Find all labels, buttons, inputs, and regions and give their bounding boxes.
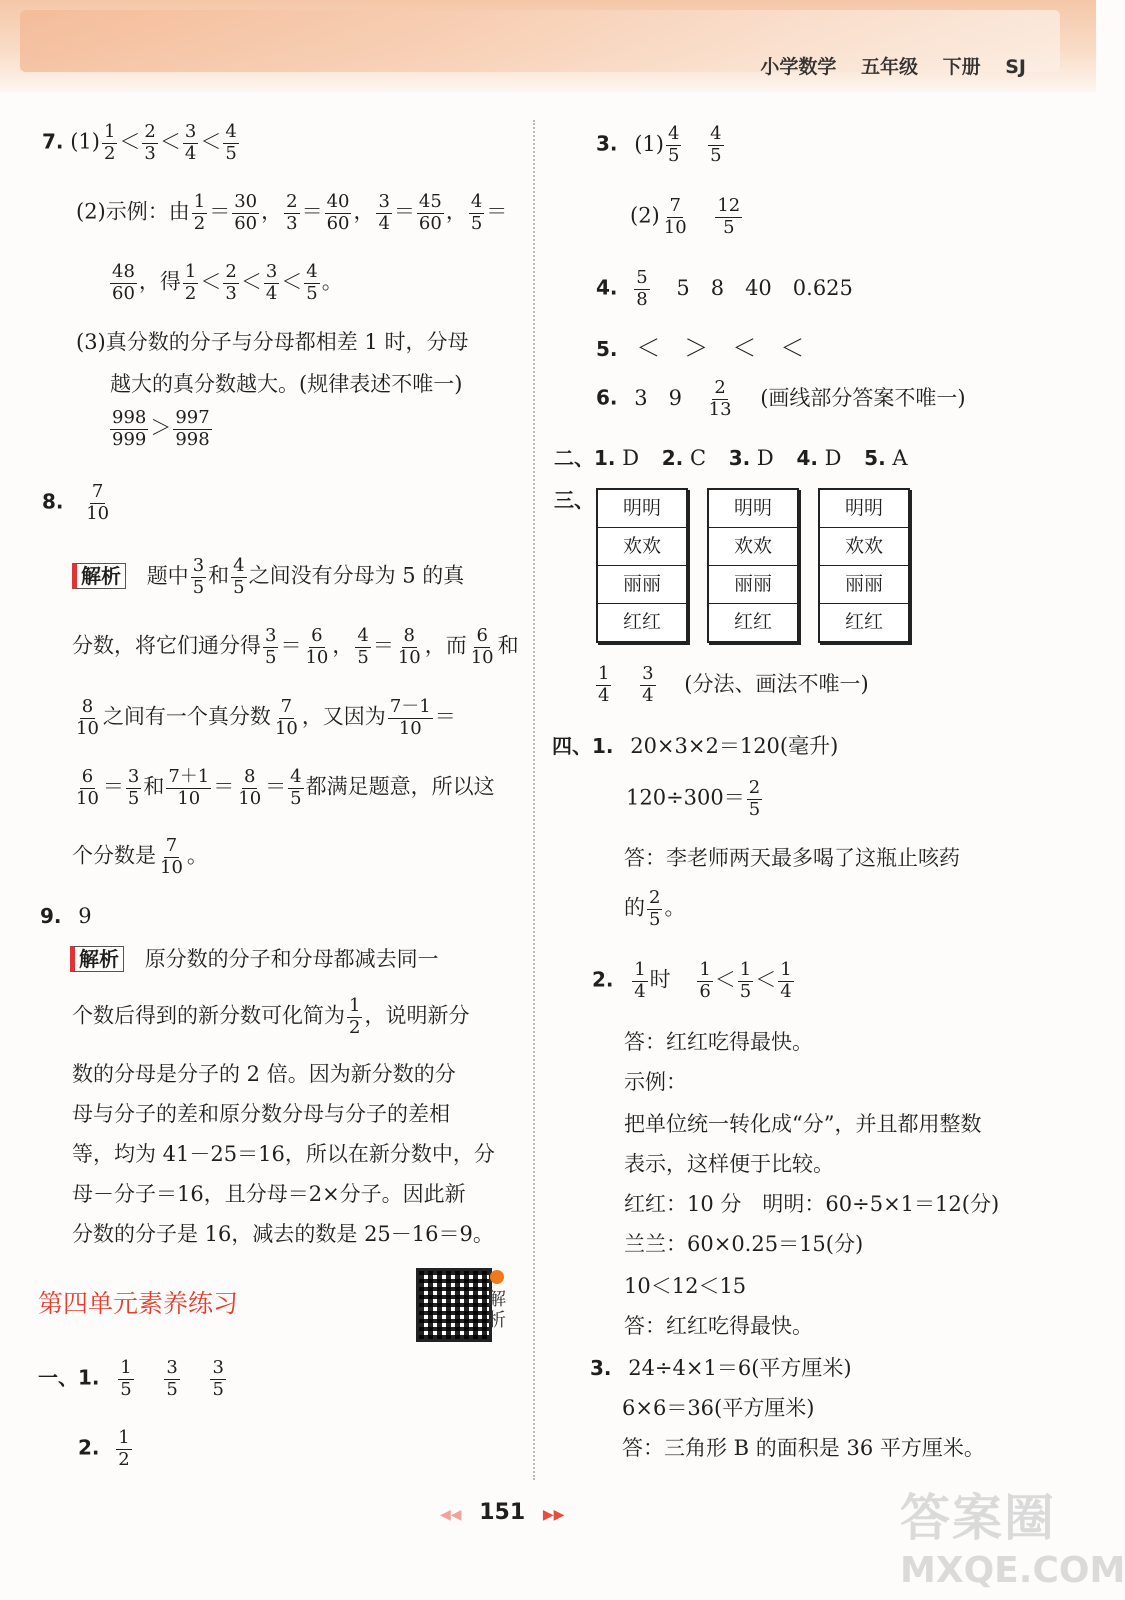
r-sec4-example-label: 示例： <box>624 1070 687 1094</box>
header-edition: SJ <box>1005 56 1026 78</box>
r-sec4-example-line5: 10＜12＜15 <box>624 1274 747 1298</box>
watermark <box>900 1478 1125 1591</box>
q8-explanation-line4: $\frac{6}{10}$ ＝ $\frac{3}{5}$ 和 $\frac{7+1}{10}$ ＝ $\frac{8}{10}$ ＝ $\frac{4}{5}$ 都满足题意，所以这 <box>76 766 495 809</box>
page-number: 151 <box>479 1500 526 1525</box>
page-header <box>742 52 1026 79</box>
watermark-bottom: MXQE.COM <box>900 1550 1125 1591</box>
name-cell: 明明 <box>598 490 686 528</box>
r-sec4-q3-line3: 答：三角形 B 的面积是 36 平方厘米。 <box>622 1436 985 1460</box>
q8-explanation-line5: 个分数是 $\frac{7}{10}$ 。 <box>72 835 208 878</box>
r-sec4-q3-line1: 3. 24÷4×1＝6(平方厘米) <box>590 1356 852 1380</box>
r-sec4-q3-line2: 6×6＝36(平方厘米) <box>622 1396 815 1420</box>
name-cell: 欢欢 <box>709 528 797 566</box>
q9-explanation-line1: 解析 原分数的分子和分母都减去同一 <box>70 946 439 972</box>
name-cell: 丽丽 <box>709 566 797 604</box>
r-sec4-example-line2: 表示，这样便于比较。 <box>624 1152 834 1176</box>
column-divider <box>533 120 535 1480</box>
r-q4: 4. $\frac{5}{8}$ 5 8 40 0.625 <box>596 267 853 310</box>
r-sec3-answer: $\frac{1}{4}$ $\frac{3}{4}$ (分法、画法不唯一) <box>598 663 869 706</box>
name-box-1 <box>596 488 688 643</box>
name-cell: 欢欢 <box>598 528 686 566</box>
unit-title: 第四单元素养练习 <box>38 1289 239 1318</box>
header-subject: 小学数学 <box>760 56 837 78</box>
q8: 8. $\frac{7}{10}$ <box>42 481 110 524</box>
name-cell: 红红 <box>844 611 883 633</box>
r-sec4-q1-line2: 120÷300＝ $\frac{2}{5}$ <box>626 777 761 820</box>
q7-part1: 7. (1) $\frac{1}{2}$ ＜ $\frac{2}{3}$ ＜ $\frac{3}{4}$ ＜ $\frac{4}{5}$ <box>42 121 237 164</box>
header-grade: 五年级 <box>860 56 918 78</box>
name-cell: 欢欢 <box>820 528 908 566</box>
r-sec4-q2-answer: 答：红红吃得最快。 <box>624 1030 813 1054</box>
q9: 9. 9 <box>40 904 92 928</box>
name-cell: 丽丽 <box>820 566 908 604</box>
q7-part3-line1: (3)真分数的分子与分母都相差 1 时，分母 <box>76 330 469 354</box>
watermark-top: 答案圈 <box>900 1489 1056 1547</box>
name-cell: 明明 <box>709 490 797 528</box>
q8-explanation-line3: $\frac{8}{10}$ 之间有一个真分数 $\frac{7}{10}$ ，又因为 $\frac{7-1}{10}$ ＝ <box>76 696 456 739</box>
q9-explanation-line4: 母与分子的差和原分数分母与分子的差相 <box>72 1102 450 1126</box>
r-sec2: 二、1. D 2. C 3. D 4. D 5. A <box>554 446 908 470</box>
r-sec4-q1-line1: 四、1. 20×3×2＝120(毫升) <box>552 734 839 758</box>
sec1-q2: 2. $\frac{1}{2}$ <box>78 1427 130 1470</box>
q8-explanation-line1: 解析 题中 $\frac{3}{5}$ 和 $\frac{4}{5}$ 之间没有分母为 5 的真 <box>72 556 464 598</box>
name-box-3 <box>818 488 910 643</box>
q9-explanation-line5: 等，均为 41－25＝16，所以在新分数中，分 <box>72 1142 495 1166</box>
q7-part2-line1: (2)示例：由 $\frac{1}{2}$ ＝ $\frac{30}{60}$ ， $\frac{2}{3}$ ＝ $\frac{40}{60}$ ， $\frac{3}{4}$ ＝ $\frac{45}{60}$ ， $\frac{4}{5}$ ＝ <box>76 191 508 234</box>
r-q5: 5. ＜ ＞ ＜ ＜ <box>596 334 805 362</box>
qr-code-icon[interactable] <box>416 1268 492 1342</box>
q9-explanation-line7: 分数的分子是 16，减去的数是 25－16＝9。 <box>72 1222 494 1246</box>
q9-explanation-line3: 数的分母是分子的 2 倍。因为新分数的分 <box>72 1062 456 1086</box>
q7-part2-line2: $\frac{48}{60}$ ，得 $\frac{1}{2}$ ＜ $\frac{2}{3}$ ＜ $\frac{3}{4}$ ＜ $\frac{4}{5}$ 。 <box>112 261 343 304</box>
r-sec4-example-line6: 答：红红吃得最快。 <box>624 1314 813 1338</box>
qr-label: 解析 <box>488 1289 506 1331</box>
next-arrow-icon[interactable]: ▶▶ <box>542 1507 565 1523</box>
name-cell: 红红 <box>622 611 661 633</box>
jiexi-tag: 解析 <box>70 946 124 972</box>
play-icon <box>490 1270 504 1284</box>
r-sec4-example-line3: 红红：10 分 明明：60÷5×1＝12(分) <box>624 1192 1000 1216</box>
r-sec4-q1-line3: 答：李老师两天最多喝了这瓶止咳药 <box>624 846 960 870</box>
r-sec3-label: 三、 <box>554 488 594 512</box>
name-box-2 <box>707 488 799 643</box>
name-cell: 丽丽 <box>598 566 686 604</box>
r-q6: 6. 3 9 $\frac{2}{13}$ (画线部分答案不唯一) <box>596 377 966 420</box>
name-cell: 红红 <box>733 611 772 633</box>
sec1-q1: 一、1. $\frac{1}{5}$ $\frac{3}{5}$ $\frac{3}{5}$ <box>38 1357 224 1400</box>
r-sec4-example-line1: 把单位统一转化成“分”，并且都用整数 <box>624 1112 982 1136</box>
r-sec4-q2: 2. $\frac{1}{4}$ 时 $\frac{1}{6}$ ＜ $\frac{1}{5}$ ＜ $\frac{1}{4}$ <box>592 959 792 1002</box>
r-sec4-example-line4: 兰兰：60×0.25＝15(分) <box>624 1232 864 1256</box>
header-volume: 下册 <box>942 56 981 78</box>
name-cell: 明明 <box>820 490 908 528</box>
r-q3-part1: 3. (1) $\frac{4}{5}$ $\frac{4}{5}$ <box>596 123 722 166</box>
q7-part3-line2: 越大的真分数越大。(规律表述不唯一) <box>110 372 463 396</box>
q9-explanation-line6: 母－分子＝16，且分母＝2×分子。因此新 <box>72 1182 466 1206</box>
prev-arrow-icon[interactable]: ◀◀ <box>440 1507 462 1523</box>
r-q3-part2: (2) $\frac{7}{10}$ $\frac{12}{5}$ <box>630 195 741 238</box>
jiexi-tag: 解析 <box>72 563 126 589</box>
r-sec4-q1-line4: 的 $\frac{2}{5}$ 。 <box>624 887 686 930</box>
q7-part3-example: $\frac{998}{999}$ ＞ $\frac{997}{998}$ <box>112 407 210 450</box>
q9-explanation-line2: 个数后得到的新分数可化简为 $\frac{1}{2}$ ，说明新分 <box>72 995 470 1038</box>
q8-explanation-line2: 分数，将它们通分得 $\frac{3}{5}$ ＝ $\frac{6}{10}$ ， $\frac{4}{5}$ ＝ $\frac{8}{10}$ ，而 $\frac{6}{10}$ 和 <box>72 625 519 668</box>
page-number-bar <box>440 1500 564 1525</box>
